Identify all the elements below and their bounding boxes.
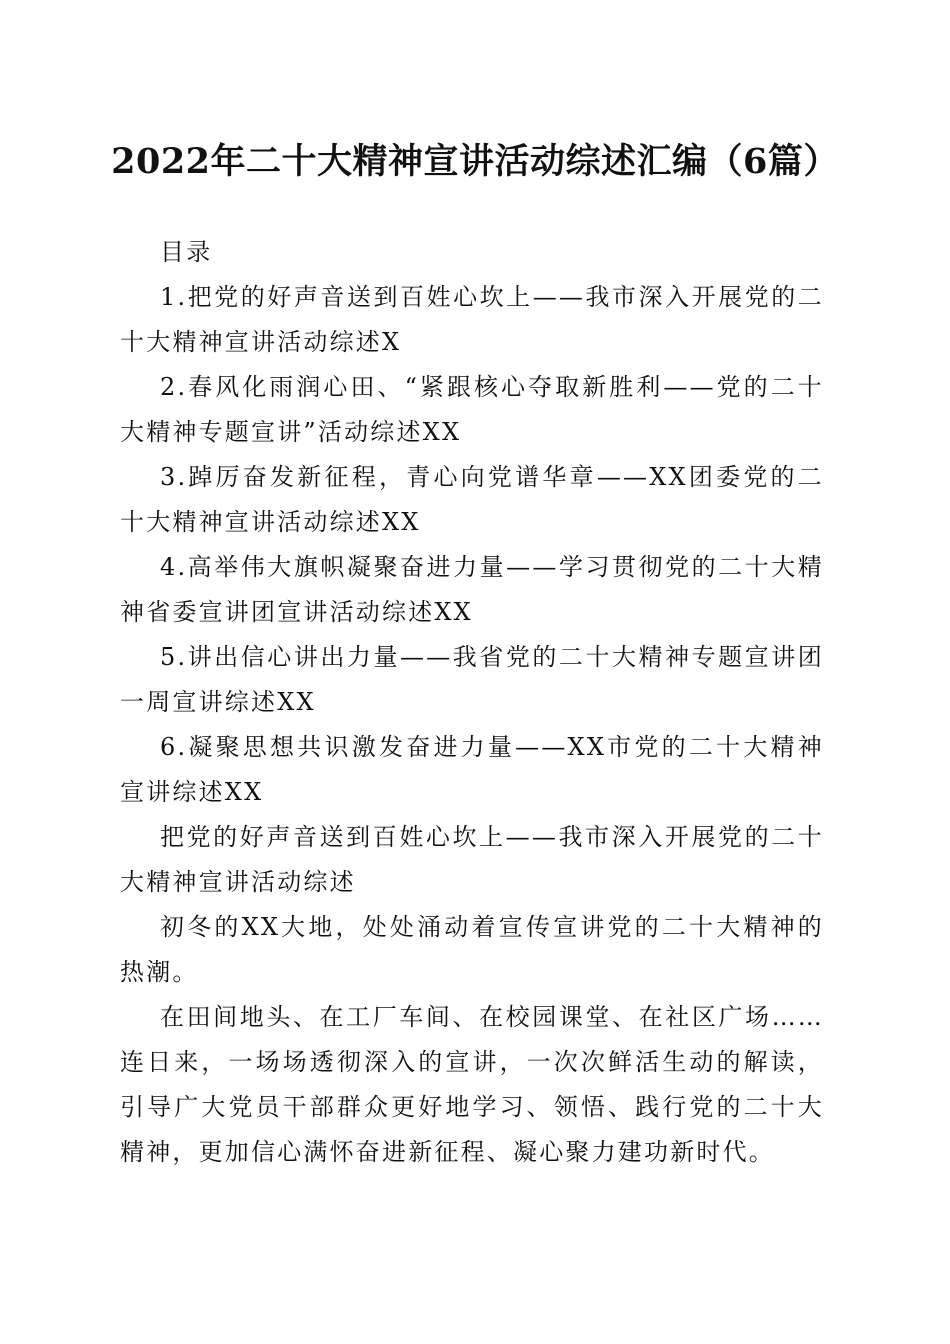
toc-heading: 目录 — [160, 238, 213, 266]
body-paragraph: 初冬的XX大地，处处涌动着宣传宣讲党的二十大精神的热潮。 — [120, 913, 824, 986]
toc-item: 5.讲出信心讲出力量——我省党的二十大精神专题宣讲团一周宣讲综述XX — [120, 643, 824, 716]
toc-item: 1.把党的好声音送到百姓心坎上——我市深入开展党的二十大精神宣讲活动综述X — [120, 283, 824, 356]
toc-item: 3.踔厉奋发新征程，青心向党谱华章——XX团委党的二十大精神宣讲活动综述XX — [120, 463, 824, 536]
document-body — [120, 230, 824, 1175]
document-title: 2022年二十大精神宣讲活动综述汇编（6篇） — [111, 141, 839, 182]
toc-item: 2.春风化雨润心田、“紧跟核心夺取新胜利——党的二十大精神专题宣讲”活动综述XX — [120, 373, 824, 446]
article-heading: 把党的好声音送到百姓心坎上——我市深入开展党的二十大精神宣讲活动综述 — [120, 823, 824, 896]
body-paragraph: 在田间地头、在工厂车间、在校园课堂、在社区广场……连日来，一场场透彻深入的宣讲，一次次鲜活生动的解读，引导广大党员干部群众更好地学习、领悟、践行党的二十大精神，更加信心满怀奋进新征程、凝心聚力建功新时代。 — [120, 1003, 824, 1166]
toc-item: 6.凝聚思想共识激发奋进力量——XX市党的二十大精神宣讲综述XX — [120, 733, 824, 806]
toc-item: 4.高举伟大旗帜凝聚奋进力量——学习贯彻党的二十大精神省委宣讲团宣讲活动综述XX — [120, 553, 824, 626]
